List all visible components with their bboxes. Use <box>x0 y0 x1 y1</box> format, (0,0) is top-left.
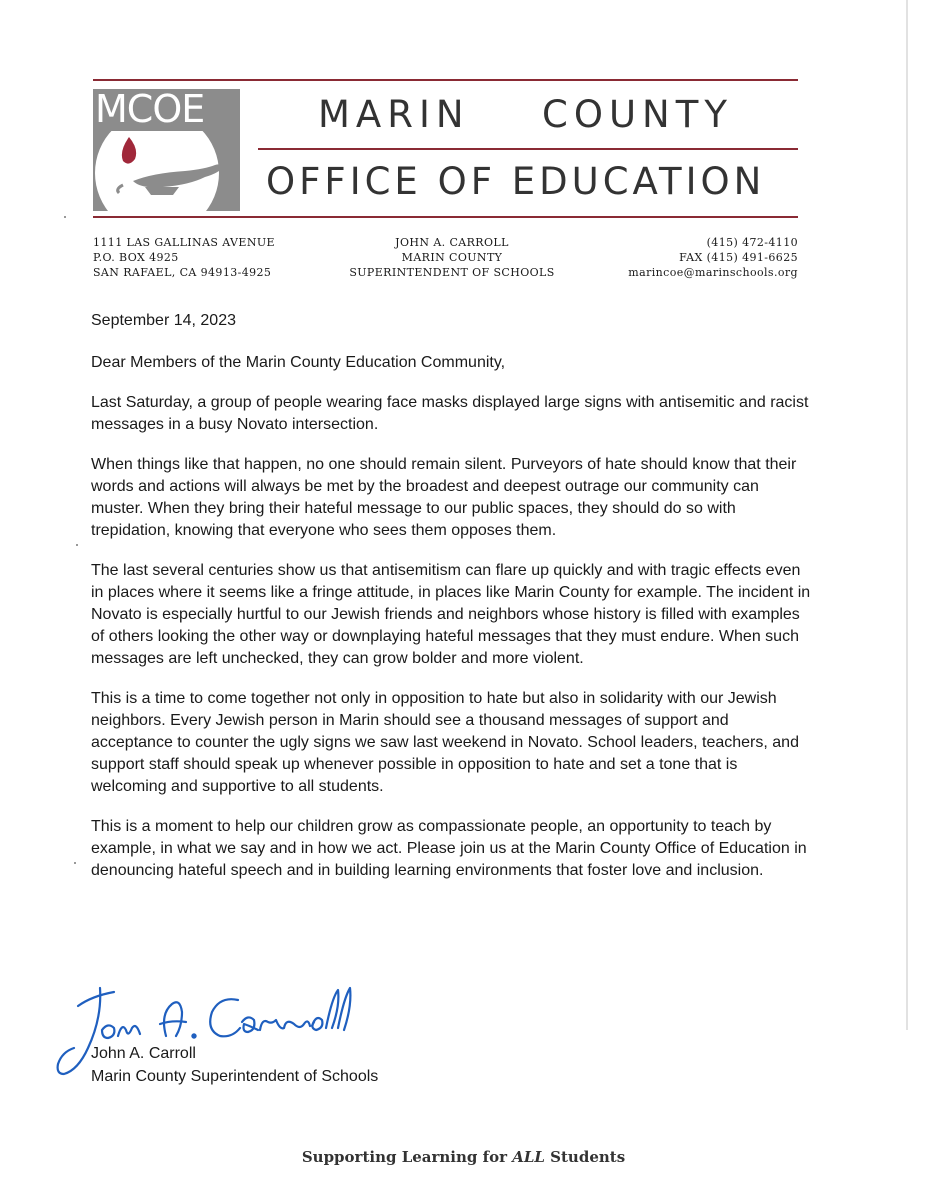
letterhead-rule-bottom <box>93 216 798 218</box>
superintendent-line: SUPERINTENDENT OF SCHOOLS <box>349 266 555 279</box>
address-line: P.O. BOX 4925 <box>93 251 179 264</box>
body-paragraph: The last several centuries show us that antisemitism can flare up quickly and with tragic effects even in places where it seems like a fringe attitude, in places like Marin County for example. The incident in Novato is especially hurtful to our Jewish friends and neighbors whose history is filled with examples of others looking the other way or downplaying hateful messages that they must endure. When such messages are left unchecked, they can grow bolder and more violent. <box>91 562 811 667</box>
letter-date: September 14, 2023 <box>91 312 236 329</box>
footer-prefix: Supporting Learning for <box>301 1148 513 1166</box>
contact-block <box>590 235 798 280</box>
fax-number: FAX (415) 491-6625 <box>679 251 798 264</box>
footer-suffix: Students <box>544 1148 626 1166</box>
office-address <box>93 235 275 280</box>
address-line: SAN RAFAEL, CA 94913-4925 <box>93 266 272 279</box>
salutation: Dear Members of the Marin County Education Community, <box>91 354 506 371</box>
letter-body <box>91 310 811 900</box>
letterhead-rule-top <box>93 79 798 81</box>
org-name-line2: OFFICE OF EDUCATION <box>266 160 766 203</box>
org-word-marin: MARIN <box>318 93 470 136</box>
signer-name: John A. Carroll <box>91 1045 196 1062</box>
scan-speck <box>74 862 76 864</box>
mcoe-logo <box>93 89 240 211</box>
footer-emphasis: ALL <box>512 1148 545 1166</box>
body-paragraph: When things like that happen, no one should remain silent. Purveyors of hate should know that their words and actions will always be met by the broadest and deepest outrage our community can muster. When they bring their hateful message to our public spaces, they should do so with trepidation, knowing that everyone who sees them opposes them. <box>91 456 797 539</box>
superintendent-block <box>338 235 566 280</box>
superintendent-line: MARIN COUNTY <box>401 251 503 264</box>
org-word-county: COUNTY <box>542 93 733 136</box>
logo-text: MCOE <box>95 89 205 131</box>
body-paragraph: This is a time to come together not only in opposition to hate but also in solidarity with our Jewish neighbors. Every Jewish person in Marin should see a thousand messages of support and acceptance to counter the ugly signs we saw last weekend in Novato. School leaders, teachers, and support staff should speak up whenever possible in opposition to hate and set a tone that is welcoming and supportive to all students. <box>91 690 799 795</box>
scan-edge-line <box>906 0 908 1030</box>
phone-number: (415) 472-4110 <box>706 236 798 249</box>
footer-tagline <box>0 1148 927 1166</box>
body-paragraph: This is a moment to help our children grow as compassionate people, an opportunity to teach by example, in what we say and in how we act. Please join us at the Marin County Office of Education in denouncing hateful speech and in building learning environments that foster love and inclusion. <box>91 818 807 879</box>
scan-speck <box>64 216 66 218</box>
email-address: marincoe@marinschools.org <box>628 266 798 279</box>
signer-title: Marin County Superintendent of Schools <box>91 1068 379 1085</box>
address-line: 1111 LAS GALLINAS AVENUE <box>93 236 275 249</box>
superintendent-line: JOHN A. CARROLL <box>395 236 509 249</box>
letterhead-rule-middle <box>258 148 798 150</box>
body-paragraph: Last Saturday, a group of people wearing face masks displayed large signs with antisemitic and racist messages in a busy Novato intersection. <box>91 394 809 433</box>
scan-speck <box>76 544 78 546</box>
